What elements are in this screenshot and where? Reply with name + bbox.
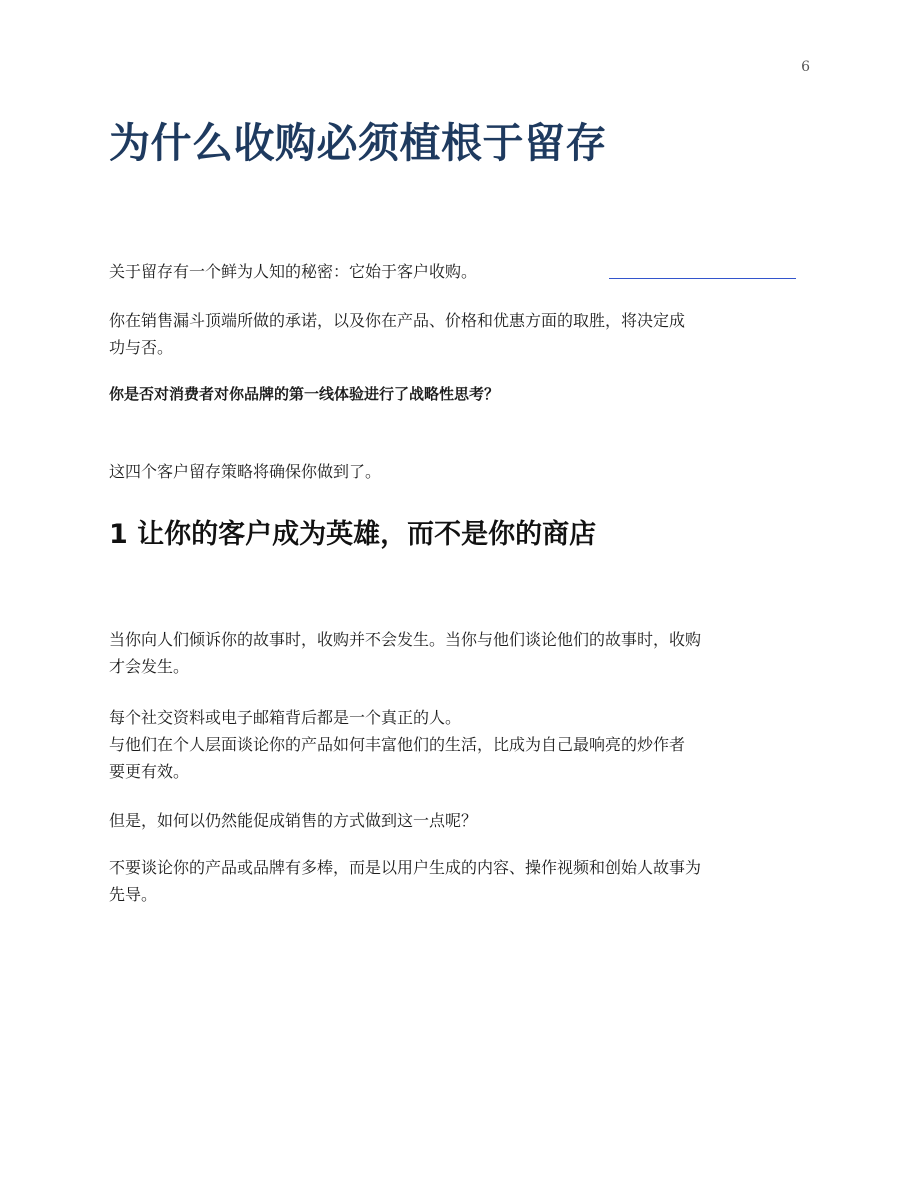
section-1-paragraph-4-line-2: 先导。 xyxy=(109,885,158,904)
intro-paragraph-2 xyxy=(109,307,789,361)
section-1-paragraph-1-line-1: 当你向人们倾诉你的故事时，收购并不会发生。当你与他们谈论他们的故事时，收购 xyxy=(109,630,702,649)
section-1-paragraph-4-line-1: 不要谈论你的产品或品牌有多棒，而是以用户生成的内容、操作视频和创始人故事为 xyxy=(109,858,702,877)
section-1-paragraph-2-line-3: 要更有效。 xyxy=(109,762,190,781)
page-title: 为什么收购必须植根于留存 xyxy=(109,119,607,167)
section-1-paragraph-1 xyxy=(109,626,789,680)
intro-paragraph-1: 关于留存有一个鲜为人知的秘密：它始于客户收购。 xyxy=(109,262,478,281)
intro-paragraph-3: 这四个客户留存策略将确保你做到了。 xyxy=(109,462,382,481)
strategic-question: 你是否对消费者对你品牌的第一线体验进行了战略性思考？ xyxy=(109,385,500,403)
section-1-paragraph-2 xyxy=(109,704,789,785)
section-1-paragraph-2-line-1: 每个社交资料或电子邮箱背后都是一个真正的人。 xyxy=(109,708,462,727)
intro-paragraph-2-line-1: 你在销售漏斗顶端所做的承诺，以及你在产品、价格和优惠方面的取胜，将决定成 xyxy=(109,311,686,330)
section-1-paragraph-3: 但是，如何以仍然能促成销售的方式做到这一点呢？ xyxy=(109,811,478,830)
intro-paragraph-2-line-2: 功与否。 xyxy=(109,338,174,357)
section-1-paragraph-4 xyxy=(109,854,789,908)
section-1-heading: 1 让你的客户成为英雄，而不是你的商店 xyxy=(109,519,597,550)
section-1-paragraph-2-line-2: 与他们在个人层面谈论你的产品如何丰富他们的生活，比成为自己最响亮的炒作者 xyxy=(109,735,686,754)
hyperlink-underline[interactable] xyxy=(609,278,796,279)
page-number: 6 xyxy=(801,59,810,75)
section-1-paragraph-1-line-2: 才会发生。 xyxy=(109,657,190,676)
